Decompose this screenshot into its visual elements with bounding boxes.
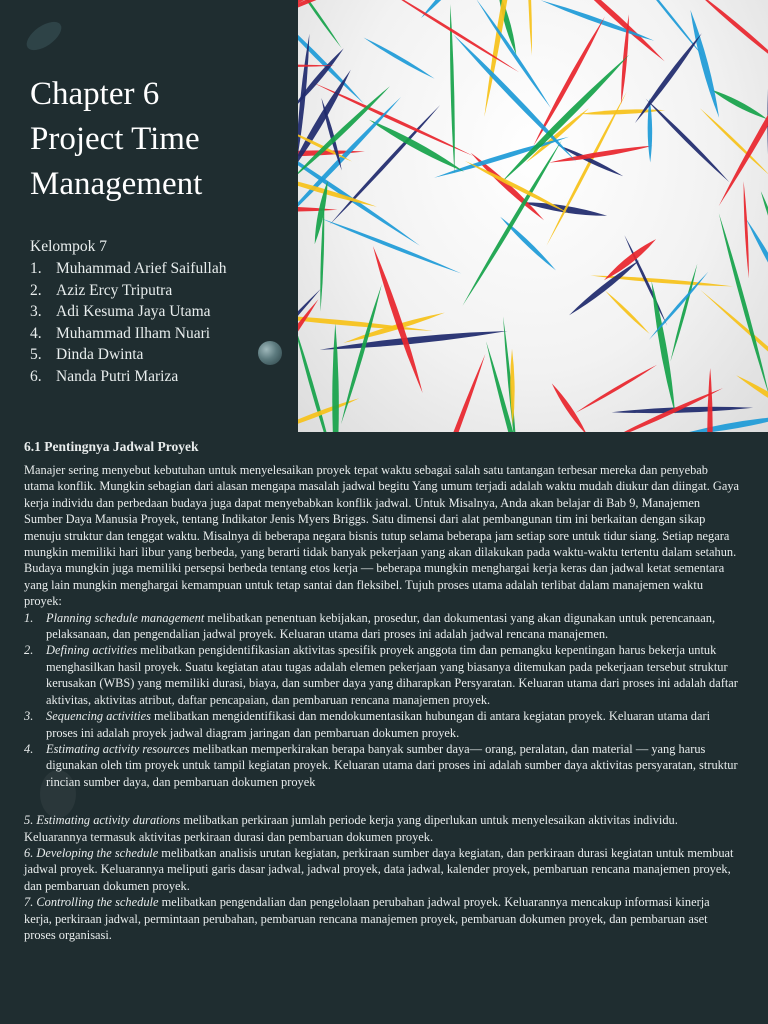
color-stroke [298, 206, 338, 211]
member-item [30, 258, 226, 280]
color-stroke [546, 92, 626, 246]
color-stroke [605, 291, 650, 334]
abstract-colored-strokes-image [298, 0, 768, 432]
color-stroke [576, 365, 657, 413]
process-number: 3. [24, 709, 34, 724]
title-line: Chapter 6 [30, 76, 160, 112]
member-item [30, 344, 226, 366]
member-name: Dinda Dwinta [56, 346, 144, 363]
member-number: 6. [30, 367, 42, 385]
color-stroke [320, 331, 508, 350]
process-number: 7. [24, 895, 34, 910]
group-info [30, 236, 226, 387]
member-name: Nanda Putri Mariza [56, 367, 179, 385]
strokes-graphic [298, 0, 768, 432]
process-description: melibatkan pengendalian dan pengelolaan perubahan jadwal proyek. Keluarannya mencakup informasi kinerja kerja, perkiraan jadwal, permintaan perubahan, pembaruan rencana manajemen proyek, pembaruan dokumen proyek, dan pembaruan aset proses organisasi. [24, 895, 710, 942]
process-number: 5. [24, 813, 34, 828]
color-stroke [719, 39, 768, 206]
process-number: 6. [24, 845, 34, 860]
member-number: 4. [30, 324, 42, 342]
title-line: Project Time [30, 121, 200, 157]
color-stroke [501, 55, 630, 183]
color-stroke [738, 0, 768, 26]
spacer [24, 790, 740, 812]
color-stroke [652, 281, 676, 414]
member-number: 3. [30, 303, 42, 320]
process-paragraph [24, 894, 740, 943]
color-stroke [510, 349, 514, 425]
process-term: Sequencing activities [46, 709, 151, 724]
color-stroke [364, 38, 435, 79]
color-stroke [552, 383, 587, 432]
process-number: 2. [24, 643, 34, 658]
color-stroke [629, 0, 704, 58]
color-stroke [341, 284, 382, 424]
process-description: melibatkan analisis urutan kegiatan, perkiraan sumber daya kegiatan, dan perkiraan durasi kegiatan untuk membuat jadwal proyek. Keluarannya meliputi garis dasar jadwal, jadwal proyek, data jadwal, kalender proyek, pembaruan rencana manajemen proyek, dan pembaruan dokumen proyek. [24, 845, 734, 893]
member-name: Muhammad Arief Saifullah [56, 260, 227, 277]
member-item [30, 301, 226, 323]
process-item [24, 741, 740, 790]
color-stroke [707, 368, 712, 432]
color-stroke [298, 398, 359, 432]
slide-title [30, 72, 290, 207]
color-stroke [746, 219, 768, 315]
process-term: Defining activities [46, 643, 138, 658]
process-number: 1. [24, 610, 34, 625]
color-stroke [528, 0, 532, 55]
decorative-leaf-shape [22, 16, 66, 55]
member-item [30, 323, 226, 345]
member-item [30, 280, 226, 302]
member-name: Muhammad Ilham Nuari [56, 324, 211, 342]
process-term: Estimating activity resources [46, 741, 190, 756]
color-stroke [604, 239, 656, 280]
color-stroke [298, 0, 342, 48]
color-stroke [569, 260, 639, 315]
color-stroke [298, 0, 421, 20]
color-stroke [635, 33, 702, 123]
process-description: melibatkan pengidentifikasian aktivitas spesifik proyek anggota tim dan pemangku kepentingan harus bekerja untuk menghasilkan hasil proyek. Suatu kegiatan atau tugas adalah elemen pekerjaan yang biasanya ditemukan pada pekerjaan tersebut struktur kerusakan (WBS) yang memiliki durasi, biaya, dan sumber daya yang diharapkan Persyaratan. Keluaran utama dari proses ini adalah daftar aktivitas, aktivitas atribut, daftar pencapaian, dan pembaruan rencana manajemen proyek. [46, 643, 738, 707]
title-line: Management [30, 166, 203, 202]
member-number: 1. [30, 260, 42, 277]
process-item [24, 708, 740, 741]
member-name: Aziz Ercy Triputra [56, 281, 173, 299]
group-label: Kelompok 7 [30, 238, 108, 255]
process-paragraph [24, 845, 740, 894]
process-number: 4. [24, 741, 34, 756]
process-item [24, 610, 740, 643]
document-body [24, 438, 740, 943]
color-stroke [332, 323, 339, 432]
color-stroke [648, 98, 653, 162]
member-item [30, 366, 226, 388]
color-stroke [676, 416, 768, 432]
color-stroke [565, 0, 665, 61]
color-stroke [298, 289, 321, 382]
color-stroke [719, 213, 768, 396]
color-stroke [580, 109, 666, 114]
color-stroke [421, 354, 485, 432]
process-term: Developing the schedule [36, 845, 159, 860]
color-stroke [465, 161, 569, 214]
process-paragraph [24, 812, 740, 845]
process-term: Estimating activity durations [36, 813, 181, 828]
color-stroke [476, 0, 551, 108]
decorative-bubble [258, 341, 282, 365]
color-stroke [541, 0, 655, 41]
color-stroke [690, 10, 719, 118]
color-stroke [736, 375, 768, 424]
process-description: melibatkan penentuan kebijakan, prosedur, dan dokumentasi yang akan digunakan untuk perencanaan, pelaksanaan, dan pengendalian jadwal proyek. Keluaran utama dari proses ini adalah jadwal rencana manajemen. [46, 610, 716, 642]
process-description: melibatkan memperkirakan berapa banyak sumber daya— orang, peralatan, dan material — yang harus digunakan oleh tim proyek untuk tampil kegiatan proyek. Keluaran utama dari proses ini adalah sumber daya aktivitas persyaratan, struktur rincian sumber daya, dan pembaruan dokumen proyek [46, 741, 738, 789]
member-number: 5. [30, 346, 42, 363]
color-stroke [330, 105, 441, 225]
color-stroke [711, 90, 767, 120]
process-item [24, 642, 740, 708]
section-heading: 6.1 Pentingnya Jadwal Proyek [24, 439, 199, 454]
color-stroke [744, 181, 749, 278]
member-list [30, 258, 226, 387]
process-description: melibatkan perkiraan jumlah periode kerja yang diperlukan untuk menyelesaikan aktivitas individu. Keluarannya termasuk aktivitas perkiraan durasi dan pembaruan dokumen proyek. [24, 813, 678, 844]
process-description: melibatkan mengidentifikasi dan mendokumentasikan hubungan di antara kegiatan proyek. Keluaran utama dari proses ini adalah proyek jadwal diagram jaringan dan pembaruan dokumen proyek. [46, 709, 711, 740]
member-name: Adi Kesuma Jaya Utama [56, 303, 211, 320]
process-term: Controlling the schedule [36, 895, 159, 910]
process-term: Planning schedule management [46, 610, 205, 625]
intro-paragraph: Manajer sering menyebut kebutuhan untuk menyelesaikan proyek tepat waktu sebagai salah satu tantangan terbesar mereka dan penyebab utama konflik. Mungkin sebagian dari alasan mengapa masalah jadwal begitu Yang umum terjadi adalah waktu mudah diukur dan diingat. Gaya kerja individu dan perbedaan budaya juga dapat menyebabkan konflik jadwal. Untuk Misalnya, Anda akan belajar di Bab 9, Manajemen Sumber Daya Manusia Proyek, tentang Indikator Jenis Myers Briggs. Satu dimensi dari alat pembangunan tim ini berkaitan dengan sikap menuju struktur dan tenggat waktu. Misalnya di beberapa negara bisnis tutup selama beberapa jam setiap sore untuk tidur siang. Setiap negara mungkin memiliki hari libur yang berbeda, yang berarti tidak banyak pekerjaan yang akan dilakukan pada waktu-waktu tertentu dalam setahun. Budaya mungkin juga memiliki persepsi berbeda tentang etos kerja — beberapa mungkin menghargai kerja keras dan jadwal ketat sementara yang lain mungkin menghargai kemampuan untuk tetap santai dan fleksibel. Tujuh proses utama adalah terlibat dalam manajemen waktu proyek: [24, 463, 740, 609]
member-number: 2. [30, 281, 42, 299]
